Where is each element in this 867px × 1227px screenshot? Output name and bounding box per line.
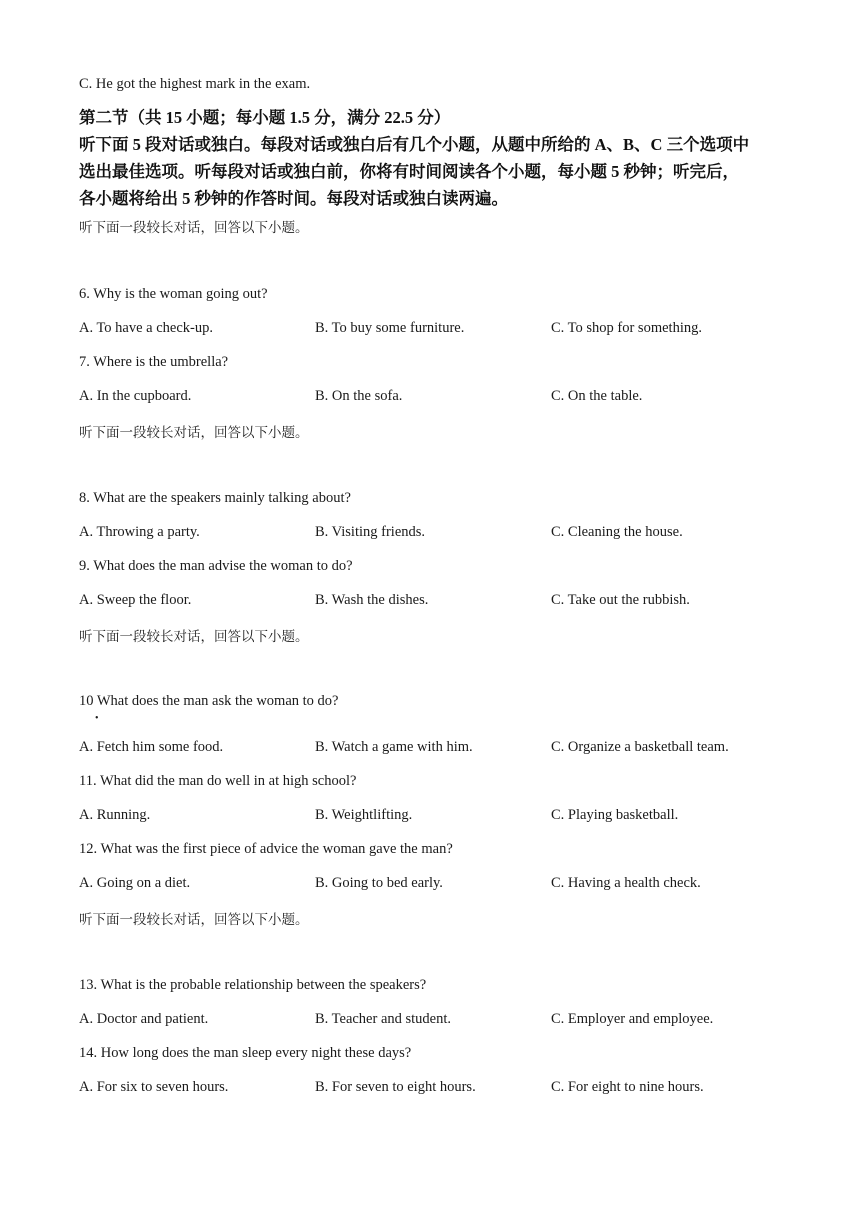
question-stem: 8. What are the speakers mainly talking about? xyxy=(79,490,351,506)
option-b: B. For seven to eight hours. xyxy=(315,1079,476,1095)
option-b: B. Wash the dishes. xyxy=(315,592,429,608)
question-stem: 7. Where is the umbrella? xyxy=(79,354,229,370)
stray-dot-mark: • xyxy=(95,713,99,724)
option-a: A. Fetch him some food. xyxy=(79,739,224,755)
option-a: A. Going on a diet. xyxy=(79,875,191,891)
option-a: A. Throwing a party. xyxy=(79,524,200,540)
option-a: A. To have a check-up. xyxy=(79,320,213,336)
question-stem: 12. What was the first piece of advice the woman gave the man? xyxy=(79,841,453,857)
dialog-note: 听下面一段较长对话，回答以下小题。 xyxy=(79,220,309,235)
question-stem: 13. What is the probable relationship between the speakers? xyxy=(79,977,427,993)
instructions-line-1: 听下面 5 段对话或独白。每段对话或独白后有几个小题，从题中所给的 A、B、C 三个选项中 xyxy=(79,135,750,154)
option-b: B. On the sofa. xyxy=(315,388,403,404)
instructions-line-3: 各小题将给出 5 秒钟的作答时间。每段对话或独白读两遍。 xyxy=(79,189,508,208)
option-c: C. Employer and employee. xyxy=(551,1011,714,1027)
question-stem: 9. What does the man advise the woman to do? xyxy=(79,558,353,574)
option-c: C. Having a health check. xyxy=(551,875,701,891)
option-c: C. To shop for something. xyxy=(551,320,702,336)
option-a: A. Running. xyxy=(79,807,151,823)
option-c: C. On the table. xyxy=(551,388,643,404)
option-b: B. To buy some furniture. xyxy=(315,320,465,336)
option-a: A. Doctor and patient. xyxy=(79,1011,209,1027)
option-c: C. Cleaning the house. xyxy=(551,524,683,540)
option-c: C. For eight to nine hours. xyxy=(551,1079,704,1095)
section-title: 第二节（共 15 小题；每小题 1.5 分，满分 22.5 分） xyxy=(79,108,451,127)
option-a: A. Sweep the floor. xyxy=(79,592,192,608)
option-b: B. Teacher and student. xyxy=(315,1011,452,1027)
question-stem: 11. What did the man do well in at high school? xyxy=(79,773,357,789)
option-b: B. Watch a game with him. xyxy=(315,739,473,755)
option-b: B. Going to bed early. xyxy=(315,875,443,891)
question-stem: 14. How long does the man sleep every night these days? xyxy=(79,1045,412,1061)
option-c: C. Playing basketball. xyxy=(551,807,679,823)
question-stem: 10 What does the man ask the woman to do? xyxy=(79,693,339,709)
dialog-note: 听下面一段较长对话，回答以下小题。 xyxy=(79,425,309,440)
previous-option-c: C. He got the highest mark in the exam. xyxy=(79,76,311,92)
option-c: C. Organize a basketball team. xyxy=(551,739,729,755)
option-a: A. In the cupboard. xyxy=(79,388,192,404)
option-a: A. For six to seven hours. xyxy=(79,1079,229,1095)
dialog-note: 听下面一段较长对话，回答以下小题。 xyxy=(79,629,309,644)
question-stem: 6. Why is the woman going out? xyxy=(79,286,268,302)
option-c: C. Take out the rubbish. xyxy=(551,592,690,608)
dialog-note: 听下面一段较长对话，回答以下小题。 xyxy=(79,912,309,927)
instructions-line-2: 选出最佳选项。听每段对话或独白前，你将有时间阅读各个小题，每小题 5 秒钟；听完后， xyxy=(79,162,739,181)
option-b: B. Weightlifting. xyxy=(315,807,413,823)
option-b: B. Visiting friends. xyxy=(315,524,426,540)
